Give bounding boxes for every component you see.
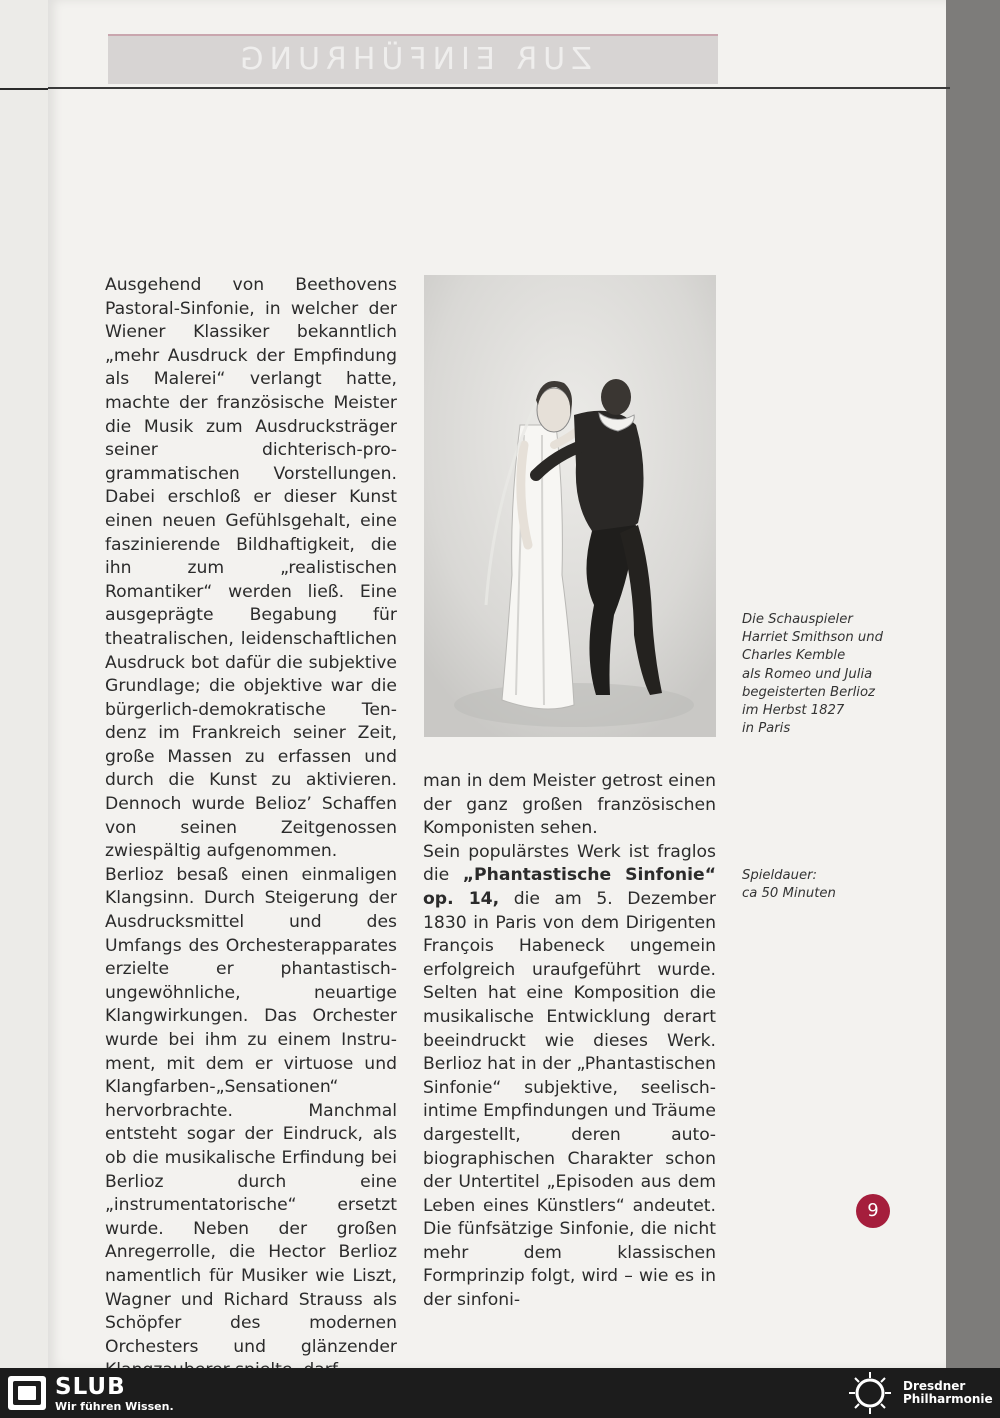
dp-name-line: Philharmonie xyxy=(903,1392,993,1406)
caption-line: Harriet Smithson und xyxy=(742,630,883,646)
text-column-left xyxy=(105,274,397,1383)
caption-line: als Romeo und Julia xyxy=(742,666,873,682)
caption-line: Die Schauspieler xyxy=(742,612,853,627)
section-header-band xyxy=(108,34,718,84)
paragraph-body: die am 5. Dezember 1830 in Paris von dem Dirigenten François Habeneck ungemein erfolgreich uraufgeführt wurde. Selten hat eine Komposition die musikalische Entwicklung derart beeindruckt wie dieses Werk. Berlioz hat in der „Phantastischen Sinfonie“ subjektive, seelisch-intime Empfindungen und Träume dargestellt, deren autobiographischen Charakter schon der Untertitel „Episoden aus dem Leben eines Künstlers“ andeutet. Die fünfsätzige Sinfonie, die nicht mehr dem klassischen Formprinzip folgt, wird – wie es in der sinfoni- xyxy=(423,888,716,1311)
slub-logo-icon xyxy=(8,1376,46,1410)
section-header-title: ZUR EINFÜHRUNG xyxy=(234,42,592,77)
paragraph-intro: Sein populärstes Werk ist fraglos die xyxy=(423,841,716,886)
caption-line: im Herbst 1827 xyxy=(742,703,845,719)
paragraph: Berlioz besaß einen einmaligen Klangsinn. Durch Steigerung der Ausdrucksmittel und des Umfangs des Orchesterapparates erzielte er phantastisch-ungewöhnliche, neuartige Klangwirkungen. Das Orchester wurde bei ihm zu einem Instrument, mit dem er virtuose und Klangfarben-„Sensationen“ hervorbrachte. Manchmal entsteht sogar der Eindruck, als ob die musikalische Erfindung bei Berlioz durch eine „instrumentatorische“ ersetzt wurde. Neben der großen Anregerrolle, die Hector Berlioz namentlich für Musiker wie Liszt, Wagner und Richard Strauss als Schöpfer des modernen Orchesters und glänzender xyxy=(105,864,397,1357)
caption-line: Charles Kemble xyxy=(742,648,846,664)
top-rule xyxy=(48,87,950,89)
dp-name-line: Dresdner xyxy=(903,1379,966,1393)
slub-name[interactable]: SLUB xyxy=(55,1374,126,1400)
left-page-edge xyxy=(0,0,49,1368)
duration-caption xyxy=(742,867,892,903)
page-background-shadow xyxy=(946,0,1000,1368)
caption-line: in Paris xyxy=(742,721,791,737)
work-title: „Phantastische Sinfonie“ op. 14, xyxy=(423,865,716,909)
paragraph: man in dem Meister getrost einen der ganz großen französischen Komponisten sehen. xyxy=(423,771,716,839)
slub-tagline: Wir führen Wissen. xyxy=(55,1400,174,1413)
caption-line: Spieldauer: xyxy=(742,868,817,883)
caption-line: ca 50 Minuten xyxy=(742,886,836,902)
dresdner-philharmonie-name[interactable] xyxy=(903,1380,998,1406)
romeo-juliet-illustration xyxy=(424,275,716,737)
caption-line: begeisterten Berlioz xyxy=(742,684,875,700)
illustration-drawing xyxy=(424,275,716,737)
paragraph xyxy=(423,841,716,1313)
paragraph: Ausgehend von Beethovens Pastoral-Sinfonie, in welcher der Wiener Klassiker bekanntlich „mehr Ausdruck der Empfindung als Malerei“ verlangt hatte, machte der französische Meister die Musik zum Ausdrucksträger seiner dichterisch-programmatischen Vorstellungen. Dabei erschloß er dieser Kunst einen neuen Gefühlsgehalt, eine faszinierende Bildhaftigkeit, die ihn zum „realistischen Romantiker“ werden ließ. Eine ausgeprägte Begabung für theatralischen, leidenschaftlichen Ausdruck bot dafür die subjektive Grundlage; die objektive war die bürgerlich-demokratische Tendenz im Frankreich seiner Zeit, große Massen zu erfassen und durch die Kunst zu aktivieren. Dennoch wurde Belioz’ Schaffen von seinen Zeitgenossen zwiespältig aufgenommen. xyxy=(105,275,397,862)
dresdner-philharmonie-logo-icon xyxy=(843,1370,897,1416)
image-caption xyxy=(742,611,912,738)
viewer-footer xyxy=(0,1368,1000,1418)
text-column-right xyxy=(423,770,716,1313)
page-number-badge: 9 xyxy=(856,1194,890,1228)
